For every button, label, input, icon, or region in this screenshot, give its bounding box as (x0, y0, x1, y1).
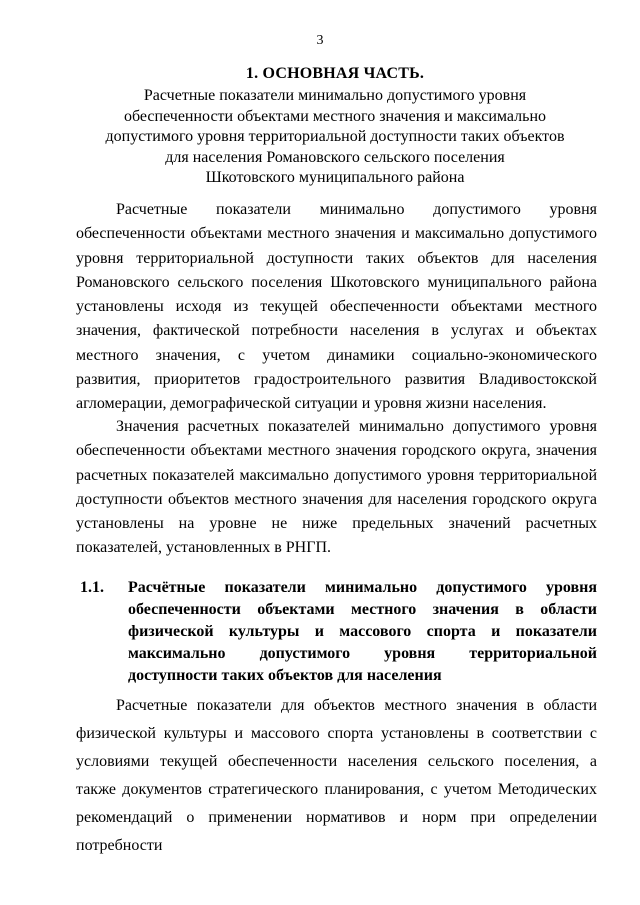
heading-subtitle-line-4: для населения Романовского сельского поселения (165, 148, 505, 166)
paragraph-text: Расчетные показатели для объектов местного значения в области физической культуры и массового спорта установлены в соответствии с условиями текущей обеспеченности населения сельского поселения, а также документов стратегического планирования, с учетом Методических рекомендаций о применении нормативов и норм при определении потребности (76, 697, 597, 854)
page-number: 3 (316, 33, 324, 48)
section-number: 1.1. (80, 579, 104, 596)
heading-title: 1. ОСНОВНАЯ ЧАСТЬ. (245, 65, 425, 82)
paragraph-text: Значения расчетных показателей минимально допустимого уровня обеспеченности объектами местного значения городского округа, значения расчетных показателей максимально допустимого уровня территориальной доступности объектов местного значения для населения городского округа установлены на уровне не ниже предельных значений расчетных показателей, установленных в РНГП. (76, 418, 597, 557)
heading-subtitle-line-2: обеспеченности объектами местного значения и максимально (123, 107, 547, 125)
section-title: Расчётные показатели минимально допустимого уровня обеспеченности объектами местного значения в области физической культуры и массового спорта и показатели максимально допустимого уровня территориальной доступности таких объектов для населения (128, 579, 597, 684)
paragraph-2 (76, 415, 597, 561)
paragraph-text: Расчетные показатели минимально допустимого уровня обеспеченности объектами местного значения и максимально допустимого уровня территориальной доступности таких объектов для населения Романовского сельского поселения Шкотовского муниципального района установлены исходя из текущей обеспеченности объектами местного значения, фактической потребности населения в услугах и объектах местного значения, с учетом динамики социально-экономического развития, приоритетов градостроительного развития Владивостокской агломерации, демографической ситуации и уровня жизни населения. (76, 201, 597, 413)
heading-subtitle-line-3: допустимого уровня территориальной доступности таких объектов (105, 128, 565, 145)
heading-subtitle-line-1: Расчетные показатели минимально допустимого уровня (143, 87, 527, 104)
main-heading (90, 62, 580, 189)
heading-subtitle-line-5: Шкотовского муниципального района (205, 169, 465, 186)
section-paragraph (76, 692, 597, 860)
paragraph-1 (76, 198, 597, 417)
